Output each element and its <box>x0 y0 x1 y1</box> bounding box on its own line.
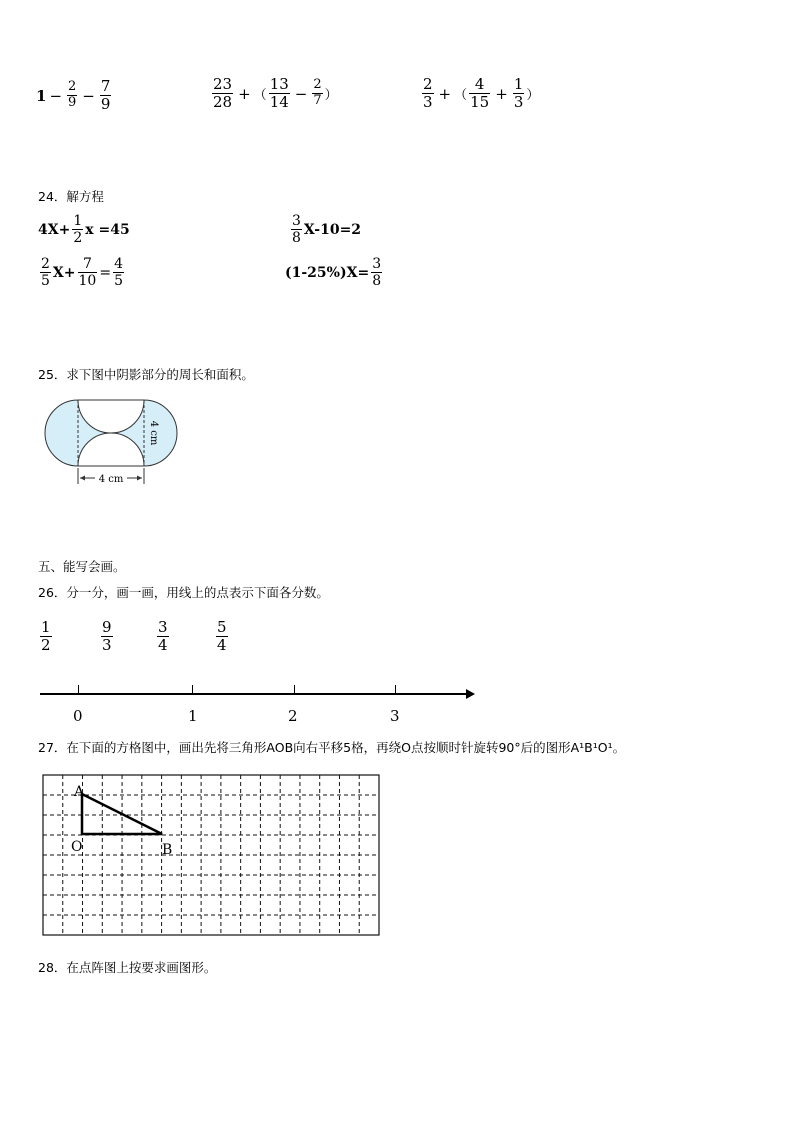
plus-sign: + <box>495 84 508 103</box>
width-label: 4 cm <box>98 474 124 485</box>
question-26-title: 26．分一分，画一画，用线上的点表示下面各分数。 <box>38 585 329 600</box>
shaded-figure <box>38 396 198 488</box>
fraction-item: $\frac{5}{4}$ <box>217 618 227 655</box>
right-paren: ） <box>526 88 540 104</box>
axis-tick <box>294 685 295 694</box>
minus-sign: − <box>49 86 63 105</box>
point-a-label: A <box>74 784 85 800</box>
calc-expression-3 <box>420 76 539 112</box>
fraction: $\frac{7}{9}$ <box>100 77 111 114</box>
fraction: $\frac{2}{7}$ <box>313 77 322 109</box>
question-27-title: 27．在下面的方格图中，画出先将三角形AOB向右平移5格，再绕O点按顺时针旋转90°后的图形A¹B¹O¹。 <box>38 740 626 755</box>
question-25-title: 25．求下图中阴影部分的周长和面积。 <box>38 367 254 382</box>
axis-tick <box>78 685 79 694</box>
equation-4: (1-25%)X= $\frac{3}{8}$ <box>285 256 382 290</box>
plus-sign: + <box>438 84 452 103</box>
equation-1: 4X+ $\frac{1}{2}$ x =45 <box>38 213 130 247</box>
axis-label-3: 3 <box>390 707 400 725</box>
question-24-title: 24．解方程 <box>38 189 104 204</box>
fraction: $\frac{2}{3}$ <box>423 75 433 112</box>
question-28-title: 28．在点阵图上按要求画图形。 <box>38 960 217 975</box>
axis-label-1: 1 <box>188 707 198 725</box>
fraction: $\frac{2}{9}$ <box>68 79 77 111</box>
minus-sign: − <box>82 86 95 105</box>
arrow-head-icon <box>466 689 475 699</box>
left-paren: （ <box>253 88 267 104</box>
height-label: 4 cm <box>148 420 159 446</box>
axis-tick <box>192 685 193 694</box>
axis-line <box>40 693 468 695</box>
fraction-item: $\frac{3}{4}$ <box>158 618 168 655</box>
equation-2: $\frac{3}{8}$ X-10=2 <box>292 213 362 247</box>
fraction-item: $\frac{9}{3}$ <box>102 618 112 655</box>
calc-expression-1 <box>36 78 113 114</box>
fraction: $\frac{1}{3}$ <box>513 75 524 112</box>
plus-sign: + <box>238 84 251 103</box>
axis-label-2: 2 <box>288 707 298 725</box>
section-5-title: 五、能写会画。 <box>38 559 126 574</box>
fraction: $\frac{4}{15}$ <box>470 75 490 112</box>
point-b-label: B <box>162 842 173 858</box>
calc-expression-2 <box>210 76 338 112</box>
fraction: $\frac{13}{14}$ <box>269 75 289 112</box>
fraction-list <box>38 619 258 663</box>
number-line <box>40 684 480 728</box>
point-o-label: O <box>71 839 83 855</box>
right-paren: ） <box>324 88 338 104</box>
fraction: $\frac{23}{28}$ <box>213 75 233 112</box>
equation-3: $\frac{2}{5}$ X+ $\frac{7}{10}$ = $\frac{4}{5}$ <box>41 256 123 290</box>
axis-label-0: 0 <box>73 707 83 725</box>
minus-sign: − <box>294 84 308 103</box>
whole-number: 1 <box>36 86 47 105</box>
axis-tick <box>395 685 396 694</box>
fraction-item: $\frac{1}{2}$ <box>41 618 51 655</box>
grid-figure[interactable] <box>42 774 382 938</box>
left-paren: （ <box>454 88 468 104</box>
